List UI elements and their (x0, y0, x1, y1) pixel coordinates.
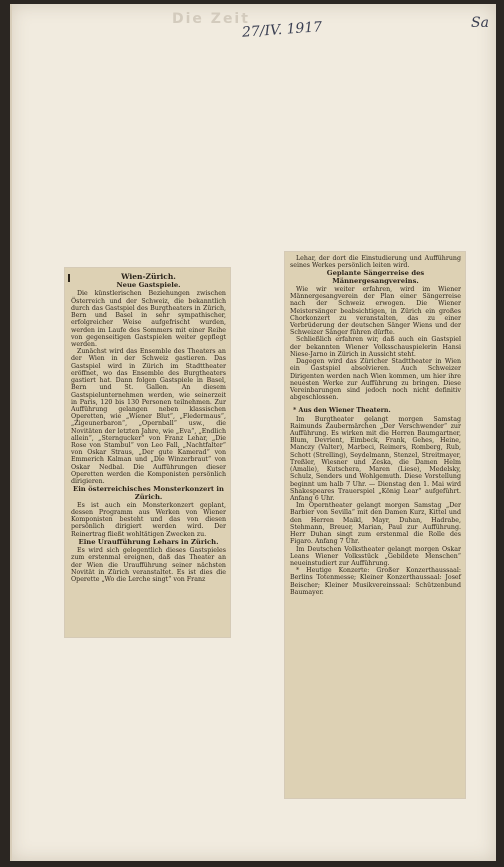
article-paragraph: Zunächst wird das Ensemble des Theaters an der Wien in der Schweiz gastieren. Das Gastspiel wird in Zürich im Stadttheater eröffnet, wo das Ensemble des Burgtheaters gastiert hat. Dann folgen Gastspiele in Basel, Bern und St. Gallen. An diesem Gastspielunternehmen werden, wie seinerzeit in Paris, 120 bis 130 Personen teilnehmen. Zur Aufführung gelangen neben klassischen Operetten, wie „Wiener Blut“, „Fledermaus“, „Zigeunerbaron“, „Opernball“ usw., die Novitäten der letzten Jahre, wie „Eva“, „Endlich allein“, „Sterngucker“ von Franz Lehar, „Die Rose von Stambul“ von Leo Fall, „Nachtfalter“ von Oskar Straus, „Der gute Kamerad“ von Emmerich Kalman und „Die Winzerbraut“ von Oskar Nedbal. Die Aufführungen dieser Operetten werden die Komponisten persönlich dirigieren. (71, 348, 226, 486)
page-edge (10, 4, 12, 861)
clipping-right (285, 252, 465, 798)
handwritten-signature: Sa (471, 15, 489, 31)
article-paragraph: Im Burgtheater gelangt morgen Samstag Raimunds Zaubermärchen „Der Verschwender“ zur Aufführung. Es wirken mit die Herren Baumgartner, Blum, Devrient, Eimbeck, Frank, Gehes, Heine, Manczy (Valter), Marbeci, Reimers, Romberg, Rub, Schott (Strelling), Seydelmann, Stenzel, Streitmayer, Treßler, Wiesner und Zeska, die Damen Helm (Amalie), Kutschera, Maren (Liese), Medelsky, Schulz, Senders und Wohlgemuth. Diese Vorstellung beginnt um halb 7 Uhr. — Dienstag den 1. Mai wird Shakespeares Trauerspiel „König Lear“ aufgeführt. Anfang 6 Uhr. (290, 415, 461, 502)
article-paragraph: * Heutige Konzerte: Großer Konzerthaussaal: Berlins Totenmesse; Kleiner Konzerthaussaal: Josef Beischer; Kleiner Musikvereinssaal: Schützenbund Baumayer. (290, 567, 461, 596)
section-heading: Ein österreichisches Monsterkonzert in Zürich. (73, 485, 224, 501)
article-paragraph: Im Deutschen Volkstheater gelangt morgen Oskar Leans Wiener Volksstück „Gebildete Menschen“ neueinstudiert zur Aufführung. (290, 545, 461, 567)
handwritten-date: 27/IV. 1917 (241, 19, 323, 41)
section-heading: * Aus den Wiener Theatern. (293, 407, 391, 415)
section-heading: Eine Uraufführung Lehars in Zürich. (78, 537, 219, 546)
clipping-left (65, 268, 230, 637)
article-paragraph: Schließlich erfahren wir, daß auch ein Gastspiel der bekannten Wiener Volksschauspielerin Hansi Niese-Jarno in Zürich in Aussicht steht. (290, 336, 461, 358)
article-paragraph: Im Operntheater gelangt morgen Samstag „Der Barbier von Sevilla“ mit den Damen Kurz, Kittel und den Herren Maikl, Mayr, Duhan, Hadrabe, Stehmann, Breuer, Marian, Paul zur Aufführung. Herr Duhan singt zum erstenmal die Rolle des Figaro. Anfang 7 Uhr. (290, 502, 461, 546)
article-paragraph: Die künstlerischen Beziehungen zwischen Österreich und der Schweiz, die bekanntlich durch das Gastspiel des Burgtheaters in Zürich, Bern und Basel in sehr sympathischer, erfolgreicher Weise aufgefrischt wurden, werden im Laufe des Sommers mit einer Reihe von gegenseitigen Gastspielen weiter gepflegt werden. (71, 290, 226, 348)
article-paragraph: Es ist auch ein Monsterkonzert geplant, dessen Programm aus Werken von Wiener Komponisten besteht und das von diesen persönlich dirigiert werden wird. Der Reinertrag fließt wohltätigen Zwecken zu. (71, 501, 226, 538)
article-paragraph: Es wird sich gelegentlich dieses Gastspieles zum erstenmal ereignen, daß das Theater an der Wien die Uraufführung seiner nächsten Novität in Zürich veranstaltet. Es ist dies die Operette „Wo die Lerche singt“ von Franz (71, 547, 226, 583)
article-paragraph: Dagegen wird das Züricher Stadttheater in Wien ein Gastspiel absolvieren. Auch Schweizer Dirigenten werden nach Wien kommen, um hier ihre neuesten Werke zur Aufführung zu bringen. Diese Vereinbarungen sind jedoch noch nicht definitiv abgeschlossen. (290, 358, 461, 402)
article-title: Wien-Zürich. (121, 272, 176, 281)
article-continuation: Lehar, der dort die Einstudierung und Aufführung seines Werkes persönlich leiten wird. (290, 255, 461, 270)
newspaper-stamp: Die Zeit (172, 11, 250, 27)
article-paragraph: Wie wir weiter erfahren, wird im Wiener Männergesangverein der Plan einer Sängerreise nach der Schweiz erwogen. Die Wiener Meistersänger beabsichtigen, in Zürich ein großes Chorkonzert zu veranstalten, das zu einer Verbrüderung der deutschen Sänger Wiens und der Schweizer Sänger führen dürfte. (290, 285, 461, 337)
section-heading: Neue Gastspiele. (116, 281, 181, 290)
ink-mark (68, 274, 70, 282)
archive-page (10, 4, 496, 861)
section-heading: Geplante Sängerreise des Männergesangvereins. (326, 269, 425, 285)
